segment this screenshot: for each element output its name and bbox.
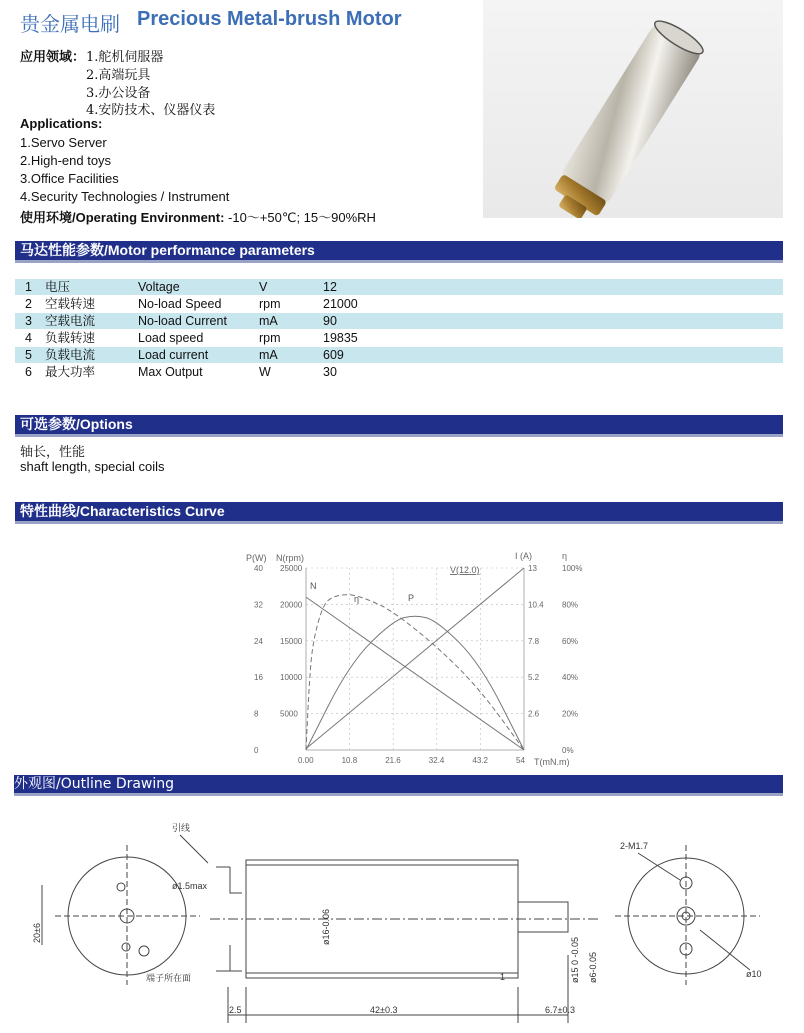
- param-no: 1: [25, 280, 32, 294]
- tick-label-eta: 100%: [562, 564, 583, 573]
- param-unit: rpm: [259, 331, 281, 345]
- param-en: Voltage: [138, 280, 180, 294]
- axis-label-n: N(rpm): [276, 553, 304, 563]
- tick-label-p: 24: [254, 636, 263, 646]
- section-header-curve: 特性曲线/Characteristics Curve: [15, 502, 783, 521]
- table-row: [15, 279, 783, 295]
- tick-label-n: 20000: [280, 600, 303, 610]
- param-en: Load speed: [138, 331, 204, 345]
- param-no: 5: [25, 348, 32, 362]
- table-row: [15, 364, 783, 380]
- application-cn-item: 2.高端玩具: [86, 68, 151, 83]
- table-row: [15, 296, 783, 312]
- page-title-en: Precious Metal-brush Motor: [137, 8, 402, 30]
- motor-photo: [483, 0, 783, 218]
- tick-label-eta: 20%: [562, 709, 579, 719]
- width-dim: 20±6: [32, 923, 42, 943]
- tick-label-x: 43.2: [472, 756, 488, 765]
- param-no: 2: [25, 297, 32, 311]
- param-en: No-load Current: [138, 314, 227, 328]
- length-6-7: 6.7±0.3: [545, 1005, 575, 1015]
- tick-label-n: 25000: [280, 564, 303, 573]
- tick-label-p: 40: [254, 564, 263, 573]
- section-header-options: 可选参数/Options: [15, 415, 783, 434]
- table-row: [15, 313, 783, 329]
- section-divider: [15, 521, 783, 524]
- flange-diameter-dim: ø15 0 -0.05: [570, 936, 580, 983]
- param-unit: mA: [259, 314, 278, 328]
- param-cn: 空载电流: [45, 313, 96, 328]
- param-no: 6: [25, 365, 32, 379]
- applications-cn-label: 应用领域：: [20, 50, 86, 65]
- param-cn: 负载电流: [45, 347, 96, 362]
- tick-label-i: 7.8: [528, 636, 540, 646]
- motor-shaft: [518, 902, 568, 932]
- section-divider: [14, 793, 783, 796]
- param-value: 609: [323, 348, 344, 362]
- param-value: 90: [323, 314, 337, 328]
- table-row: [15, 347, 783, 363]
- motor-photo-illustration: [483, 0, 783, 218]
- tick-label-n: 15000: [280, 636, 303, 646]
- shaft-diameter-dim: ø6-0.05: [588, 951, 598, 983]
- tick-label-n: 5000: [280, 709, 298, 719]
- offset-1: 1: [500, 972, 506, 982]
- environment-value: -10～+50℃; 15～90%RH: [224, 210, 376, 225]
- tick-label-p: 16: [254, 673, 263, 683]
- tick-label-eta: 80%: [562, 600, 579, 610]
- series-line-p: [306, 616, 524, 750]
- chart-title: V(12.0): [450, 565, 480, 575]
- tick-label-x: 0.00: [298, 756, 314, 765]
- section-divider: [15, 434, 783, 437]
- param-unit: W: [259, 365, 271, 379]
- param-en: Max Output: [138, 365, 203, 379]
- options-cn: 轴长，性能: [20, 445, 86, 460]
- tick-label-i: 13: [528, 564, 537, 573]
- param-value: 30: [323, 365, 337, 379]
- application-en-item: 2.High-end toys: [20, 153, 112, 168]
- length-2-5: 2.5: [229, 1005, 242, 1015]
- tick-label-x: 54: [516, 756, 525, 765]
- right-diameter-dim: ø10: [746, 969, 762, 979]
- tick-label-x: 32.4: [428, 756, 445, 765]
- characteristics-chart: [240, 545, 590, 775]
- tick-label-i: 5.2: [528, 673, 540, 683]
- param-value: 19835: [323, 331, 358, 345]
- param-cn: 电压: [45, 279, 71, 294]
- section-divider: [15, 260, 783, 263]
- tick-label-n: 10000: [280, 673, 303, 683]
- hole-dim: ø1.5max: [172, 881, 208, 891]
- tick-label-p: 8: [254, 709, 259, 719]
- tick-label-p: 32: [254, 600, 263, 610]
- body-diameter-dim: ø16-0.06: [321, 908, 331, 945]
- param-value: 21000: [323, 297, 358, 311]
- tick-label-x: 21.6: [385, 756, 401, 765]
- param-unit: V: [259, 280, 268, 294]
- section-header-outline: 外观图/Outline Drawing: [14, 775, 783, 793]
- param-en: No-load Speed: [138, 297, 222, 311]
- tick-label-eta: 40%: [562, 673, 579, 683]
- applications-en-title: Applications:: [20, 116, 103, 131]
- series-label-n: N: [310, 581, 317, 591]
- tick-label-eta: 0%: [562, 746, 574, 755]
- terminal-label: 端子所在面: [146, 973, 192, 983]
- application-cn-item: 3.办公设备: [86, 86, 151, 101]
- tick-label-eta: 60%: [562, 636, 579, 646]
- param-cn: 空载转速: [45, 296, 96, 311]
- tick-label-p: 0: [254, 746, 259, 755]
- application-en-item: 4.Security Technologies / Instrument: [20, 189, 230, 204]
- environment-label: 使用环境/Operating Environment:: [20, 210, 225, 225]
- table-row: [15, 330, 783, 346]
- param-no: 4: [25, 331, 32, 345]
- param-value: 12: [323, 280, 337, 294]
- axis-label-i: I (A): [515, 551, 532, 561]
- axis-label-x: T(mN.m): [534, 757, 570, 767]
- outline-drawing: [0, 805, 804, 1033]
- series-line-n: [306, 597, 524, 750]
- application-en-item: 3.Office Facilities: [20, 171, 119, 186]
- axis-label-p: P(W): [246, 553, 267, 563]
- param-cn: 负载转速: [45, 330, 96, 345]
- param-cn: 最大功率: [45, 364, 96, 379]
- lead-label: 引线: [172, 823, 191, 833]
- tick-label-i: 10.4: [528, 600, 544, 610]
- mount-hole-label: 2-M1.7: [620, 841, 649, 851]
- operating-environment: [20, 207, 376, 226]
- section-header-performance: 马达性能参数/Motor performance parameters: [15, 241, 783, 260]
- param-en: Load current: [138, 348, 209, 362]
- application-cn-item: 1.舵机伺服器: [86, 50, 164, 65]
- tick-label-i: 2.6: [528, 709, 540, 719]
- param-unit: mA: [259, 348, 278, 362]
- series-label-eta: η: [354, 594, 360, 604]
- options-en: shaft length, special coils: [20, 459, 165, 474]
- page-title-cn: 贵金属电刷: [20, 12, 120, 36]
- application-en-item: 1.Servo Server: [20, 135, 107, 150]
- axis-label-eta: η: [562, 551, 568, 561]
- series-label-p: P: [408, 593, 415, 603]
- application-cn-item: 4.安防技术、仪器仪表: [86, 103, 216, 118]
- param-unit: rpm: [259, 297, 281, 311]
- length-42: 42±0.3: [370, 1005, 398, 1015]
- tick-label-x: 10.8: [341, 756, 358, 765]
- param-no: 3: [25, 314, 32, 328]
